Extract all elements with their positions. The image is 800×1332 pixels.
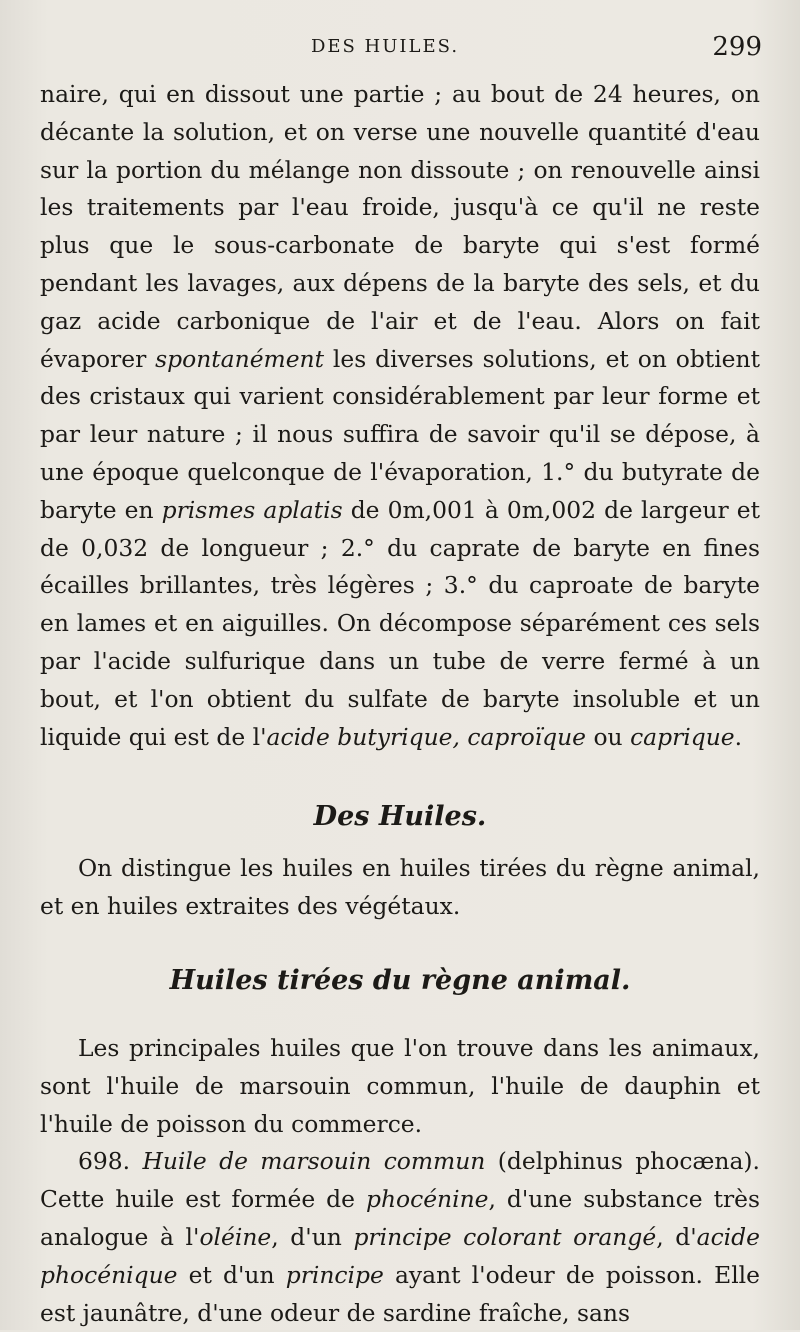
paragraph-698-italic-e: principe [285,1260,384,1289]
paragraph-698-text-e: et d'un [177,1260,286,1289]
paragraph-1-italic-b: prismes aplatis [161,495,343,524]
subsection-heading: Huiles tirées du règne animal. [169,964,631,996]
paragraph-1-italic-a: spontanément [155,344,325,373]
article-number: 698. [78,1147,143,1176]
paragraph-698-italic-a: phocénine [365,1185,489,1214]
page-body [40,76,760,1332]
paragraph-distinction: On distingue les huiles en huiles tirées du règne animal, et en huiles extraites des végétaux. [40,854,760,921]
paragraph-1-text-e: . [734,722,743,751]
paragraph-1-italic-d: caprique [630,722,735,751]
running-head [0,30,800,70]
paragraph-698-text-d: , d' [656,1222,697,1251]
paragraph-698-italic-c: principe colorant orangé [353,1222,657,1251]
paragraph-1-text-a: naire, qui en dissout une partie ; au bout de 24 heures, on décante la solution, et on verse une nouvelle quantité d'eau sur la portion du mélange non dissoute ; on renouvelle ainsi les traitements par l'eau froide, jusqu'à ce qu'il ne reste plus que le sous-carbonate de baryte qui s'est formé pendant les lavages, aux dépens de la baryte des sels, et du gaz acide carbonique de l'air et de l'eau. Alors on fait évaporer [40,80,760,373]
paragraph-1-text-c: de 0m,001 à 0m,002 de largeur et de 0,032 de longueur ; 2.° du caprate de baryte en fines écailles brillantes, très légères ; 3.° du caproate de baryte en lames et en aiguilles. On décompose séparément ces sels par l'acide sulfurique dans un tube de verre fermé à un bout, et l'on obtient du sulfate de baryte insoluble et un liquide qui est de l' [40,495,760,751]
running-title: DES HUILES. [310,36,460,57]
paragraph-continued [40,76,760,756]
section-heading: Des Huiles. [313,801,487,833]
paragraph-698-text-a: (delphinus phocæna). Cette huile est formée de [40,1147,760,1214]
paragraph-698-text-c: , d'un [271,1222,354,1251]
paragraph-1-text-b: les diverses solutions, et on obtient des cristaux qui varient considérablement par leur forme et par leur nature ; il nous suffira de savoir qu'il se dépose, à une époque quelconque de l'évaporation, 1.° du butyrate de baryte en [40,344,760,524]
paragraph-698-text-b: , d'une substance très analogue à l' [40,1185,760,1251]
article-title: Huile de marsouin commun [142,1147,486,1176]
page-number: 299 [712,32,762,62]
paragraph-principal-oils: Les principales huiles que l'on trouve dans les animaux, sont l'huile de marsouin commun, l'huile de dauphin et l'huile de poisson du commerce. [40,1033,760,1138]
paragraph-1-text-d: ou [586,722,631,751]
paragraph-698-italic-b: oléine [199,1222,272,1251]
paragraph-1-italic-c: acide butyrique, caproïque [266,722,587,751]
paragraph-698 [40,1143,760,1332]
paragraph-698-italic-d: acide phocénique [40,1222,760,1289]
paragraph-698-text-f: ayant l'odeur de poisson. Elle est jaunâtre, d'une odeur de sardine fraîche, sans [40,1260,760,1327]
